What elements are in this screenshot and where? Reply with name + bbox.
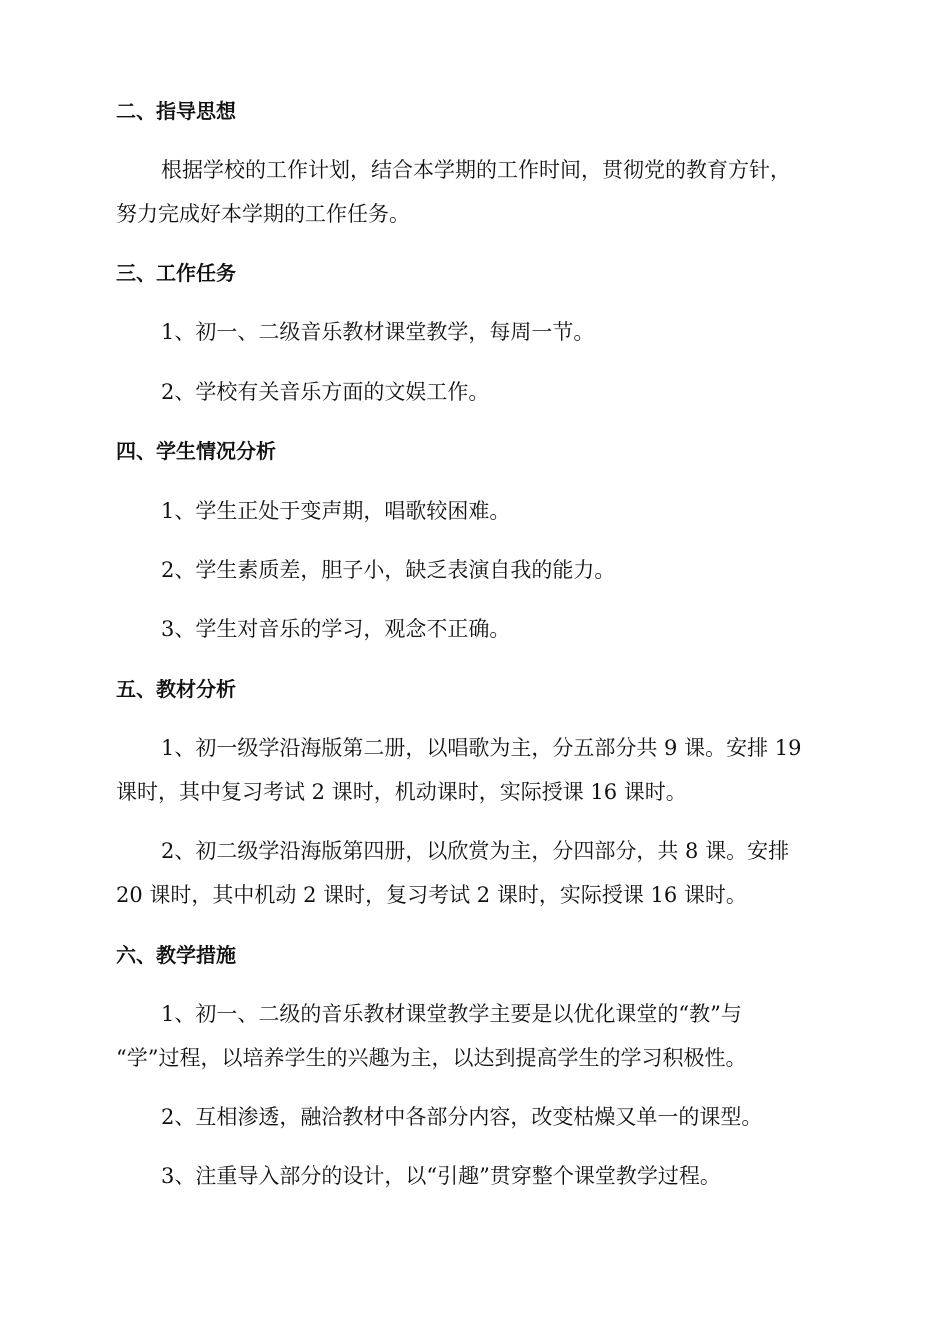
paragraph-line: 1、初一、二级的音乐教材课堂教学主要是以优化课堂的“教”与 — [161, 1002, 742, 1026]
paragraph-line: 1、初一、二级音乐教材课堂教学，每周一节。 — [161, 320, 595, 344]
section-heading: 四、学生情况分析 — [116, 439, 276, 463]
paragraph-line: 20 课时，其中机动 2 课时，复习考试 2 课时，实际授课 16 课时。 — [116, 883, 747, 907]
section-heading: 三、工作任务 — [116, 261, 236, 285]
section-heading: 五、教材分析 — [116, 677, 236, 701]
paragraph-line: 努力完成好本学期的工作任务。 — [116, 202, 410, 226]
paragraph-line: 2、互相渗透，融洽教材中各部分内容，改变枯燥又单一的课型。 — [161, 1105, 763, 1129]
paragraph-line: 根据学校的工作计划，结合本学期的工作时间，贯彻党的教育方针， — [161, 158, 791, 182]
paragraph-line: 3、学生对音乐的学习，观念不正确。 — [161, 617, 511, 641]
paragraph-line: 1、学生正处于变声期，唱歌较困难。 — [161, 499, 511, 523]
paragraph-line: 2、初二级学沿海版第四册，以欣赏为主，分四部分，共 8 课。安排 — [161, 839, 790, 863]
paragraph-line: 3、注重导入部分的设计，以“引趣”贯穿整个课堂教学过程。 — [161, 1164, 721, 1188]
paragraph-line: 2、学校有关音乐方面的文娱工作。 — [161, 380, 490, 404]
paragraph-line: 1、初一级学沿海版第二册，以唱歌为主，分五部分共 9 课。安排 19 — [161, 736, 802, 760]
section-heading: 六、教学措施 — [116, 943, 236, 967]
paragraph-line: “学”过程，以培养学生的兴趣为主，以达到提高学生的学习积极性。 — [116, 1046, 747, 1070]
section-heading: 二、指导思想 — [116, 99, 236, 123]
paragraph-line: 课时，其中复习考试 2 课时，机动课时，实际授课 16 课时。 — [116, 780, 687, 804]
paragraph-line: 2、学生素质差，胆子小，缺乏表演自我的能力。 — [161, 558, 616, 582]
